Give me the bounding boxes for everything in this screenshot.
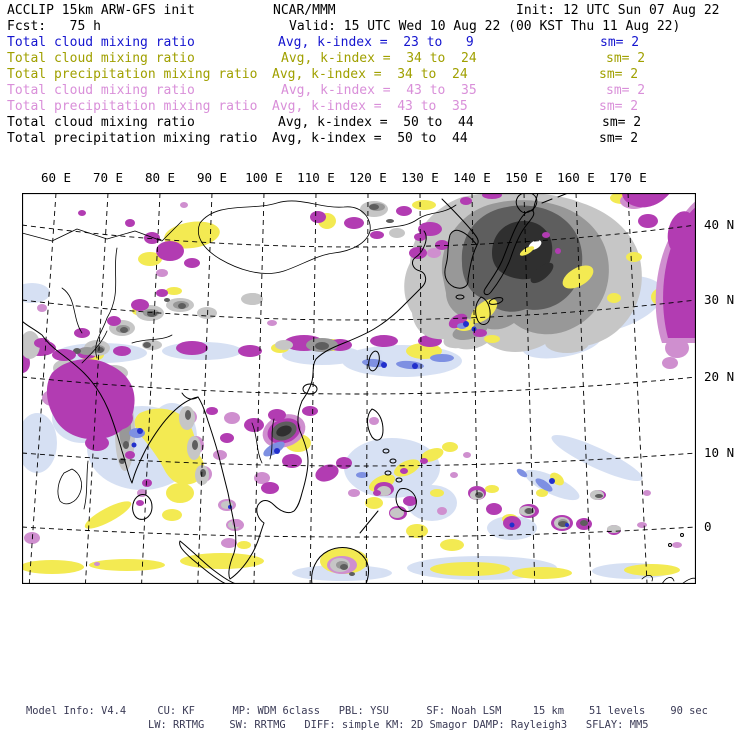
header-line-1-seg-2: NCAR/MMM xyxy=(273,3,336,18)
header-line-4-seg-3: sm= 2 xyxy=(606,51,646,66)
lon-axis-label-90E: 90 E xyxy=(196,170,228,185)
header-line-6-seg-3: sm= 2 xyxy=(606,83,646,98)
header-line-3-seg-3: sm= 2 xyxy=(600,35,640,50)
lat-axis-label-0: 0 xyxy=(704,519,712,534)
lat-axis-label-30N: 30 N xyxy=(704,292,735,307)
header-line-4-seg-2: Avg, k-index = 34 to 24 xyxy=(281,51,477,66)
header-line-2-seg-2: Valid: 15 UTC Wed 10 Aug 22 (00 KST Thu 11 Aug 22) xyxy=(289,19,681,34)
header-line-1 xyxy=(0,3,740,19)
header-line-7-seg-1: Total precipitation mixing ratio xyxy=(7,99,258,114)
model-info-line-2: LW: RRTMG SW: RRTMG DIFF: simple KM: 2D Smagor DAMP: Rayleigh3 SFLAY: MM5 xyxy=(148,719,649,731)
header-line-5 xyxy=(0,67,740,83)
header-line-4 xyxy=(0,51,740,67)
lon-axis-label-170E: 170 E xyxy=(609,170,647,185)
header-line-2-seg-1: Fcst: 75 h xyxy=(7,19,101,34)
header-line-3-seg-1: Total cloud mixing ratio xyxy=(7,35,195,50)
header-line-3-seg-2: Avg, k-index = 23 to 9 xyxy=(278,35,474,50)
header-line-9-seg-1: Total precipitation mixing ratio xyxy=(7,131,258,146)
lon-axis-label-70E: 70 E xyxy=(92,170,124,185)
header-line-9-seg-3: sm= 2 xyxy=(599,131,639,146)
lon-axis-label-110E: 110 E xyxy=(297,170,335,185)
header-line-7-seg-2: Avg, k-index = 43 to 35 xyxy=(272,99,468,114)
lat-axis-label-10N: 10 N xyxy=(704,445,735,460)
header-line-8-seg-2: Avg, k-index = 50 to 44 xyxy=(278,115,474,130)
header-line-4-seg-1: Total cloud mixing ratio xyxy=(7,51,195,66)
map-plot xyxy=(22,193,696,584)
header-line-1-seg-1: ACCLIP 15km ARW-GFS init xyxy=(7,3,195,18)
header-line-9-seg-2: Avg, k-index = 50 to 44 xyxy=(272,131,468,146)
header-line-8-seg-1: Total cloud mixing ratio xyxy=(7,115,195,130)
lon-axis-label-130E: 130 E xyxy=(401,170,439,185)
lat-axis-label-20N: 20 N xyxy=(704,369,735,384)
header-line-5-seg-1: Total precipitation mixing ratio xyxy=(7,67,258,82)
lon-axis-label-160E: 160 E xyxy=(557,170,595,185)
header-line-5-seg-2: Avg, k-index = 34 to 24 xyxy=(272,67,468,82)
header-line-5-seg-3: sm= 2 xyxy=(599,67,639,82)
lon-axis-label-150E: 150 E xyxy=(505,170,543,185)
lon-axis-label-60E: 60 E xyxy=(40,170,72,185)
header-line-3 xyxy=(0,35,740,51)
header-line-6-seg-2: Avg, k-index = 43 to 35 xyxy=(281,83,477,98)
model-info-line-1: Model Info: V4.4 CU: KF MP: WDM 6class PBL: YSU SF: Noah LSM 15 km 51 levels 90 sec xyxy=(26,705,708,717)
header-line-8-seg-3: sm= 2 xyxy=(602,115,642,130)
header-line-2 xyxy=(0,19,740,35)
header-line-7-seg-3: sm= 2 xyxy=(599,99,639,114)
lon-axis-label-80E: 80 E xyxy=(144,170,176,185)
header-line-6 xyxy=(0,83,740,99)
lon-axis-label-100E: 100 E xyxy=(245,170,283,185)
lon-axis-label-140E: 140 E xyxy=(453,170,491,185)
lat-axis-label-40N: 40 N xyxy=(704,217,735,232)
header-line-1-seg-3: Init: 12 UTC Sun 07 Aug 22 xyxy=(516,3,720,18)
header-line-8 xyxy=(0,115,740,131)
header-line-7 xyxy=(0,99,740,115)
header-line-6-seg-1: Total cloud mixing ratio xyxy=(7,83,195,98)
lon-axis-label-120E: 120 E xyxy=(349,170,387,185)
header-line-9 xyxy=(0,131,740,147)
